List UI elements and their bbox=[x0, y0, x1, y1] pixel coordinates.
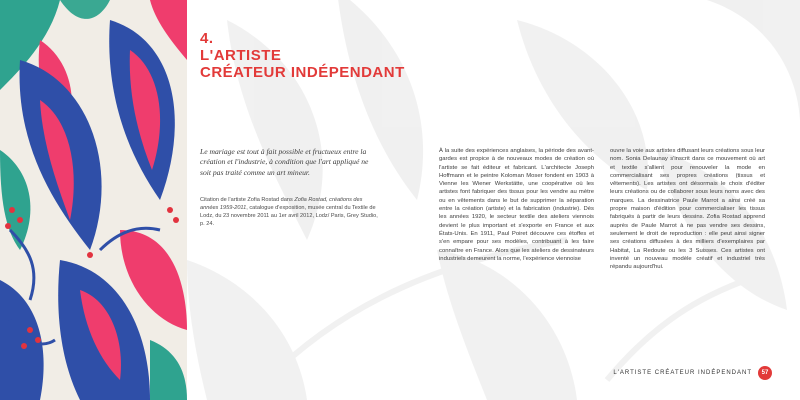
page-footer bbox=[613, 366, 772, 380]
pull-quote: Le mariage est tout à fait possible et fructueux entre la création et l'industrie, à condition que l'art appliqué ne soit pas traité comme un art mineur. bbox=[200, 147, 369, 177]
body-column-2: ouvre la voie aux artistes diffusant leurs créations sous leur nom. Sonia Delaunay s'inscrit dans ce mouvement où art et textile s'allient pour renouveler la mode en commercialisant ses propres créations (tissus et vêtements). Les artistes ont désormais le choix d'éditer leurs créations ou de collaborer sous leurs noms avec des marques. La dessinatrice Paule Marrot a ainsi créé sa propre maison d'édition pour commercialiser les tissus fabriqués à partir de leurs dessins. Zofia Rostad apprend auprès de Paule Marrot à ne pas vendre ses dessins, seulement le droit de reproduction : elle peut ainsi signer ses créations diffusées à des milliers d'exemplaires par Habitat, La Redoute ou les 3 Suisses. Ces artistes ont inventé un nouveau modèle créatif et industriel très répandu aujourd'hui. bbox=[610, 148, 765, 271]
chapter-title-line: L'ARTISTE bbox=[200, 47, 282, 64]
page-number-badge: 57 bbox=[758, 366, 772, 380]
running-head: L'ARTISTE CRÉATEUR INDÉPENDANT bbox=[613, 370, 752, 376]
citation-text: , catalogue d'exposition, musée central du Textile de Lodz, du 23 novembre 2011 au 1er avril 2012, Lodz/ Paris, Grey Studio, p. 24. bbox=[200, 204, 378, 227]
citation-title: Zofia Rostad, créations des années 1959-2011 bbox=[200, 197, 363, 211]
quote-citation bbox=[200, 197, 380, 229]
textile-pattern-illustration bbox=[0, 0, 187, 400]
chapter-title bbox=[200, 30, 405, 81]
citation-text: Citation de l'artiste Zofia Rostad dans bbox=[200, 197, 295, 203]
chapter-number: 4. bbox=[200, 30, 214, 47]
chapter-title-line: CRÉATEUR INDÉPENDANT bbox=[200, 64, 405, 81]
body-column-1: À la suite des expériences anglaises, la période des avant-gardes est propice à de nouveaux modes de création où l'artiste se fait éditeur et fabricant. L'architecte Joseph Hoffmann et le peintre Koloman Moser fondent en 1903 à Vienne les Wiener Werkstätte, une coopérative où les artistes font fabriquer des tissus pour les vendre au mètre ou en vêtements dans le but de supprimer la séparation entre la création (artiste) et la fabrication (industrie). Dès les années 1920, le secteur textile des ateliers viennois devient le plus important et s'exporte en France et aux États-Unis. En 1911, Paul Poiret découvre ces étoffes et s'en empare pour ses modèles, contribuant à les faire connaître en France. Alors que les ateliers de dessinateurs industriels demeurent la norme, l'expérience viennoise bbox=[439, 148, 594, 262]
